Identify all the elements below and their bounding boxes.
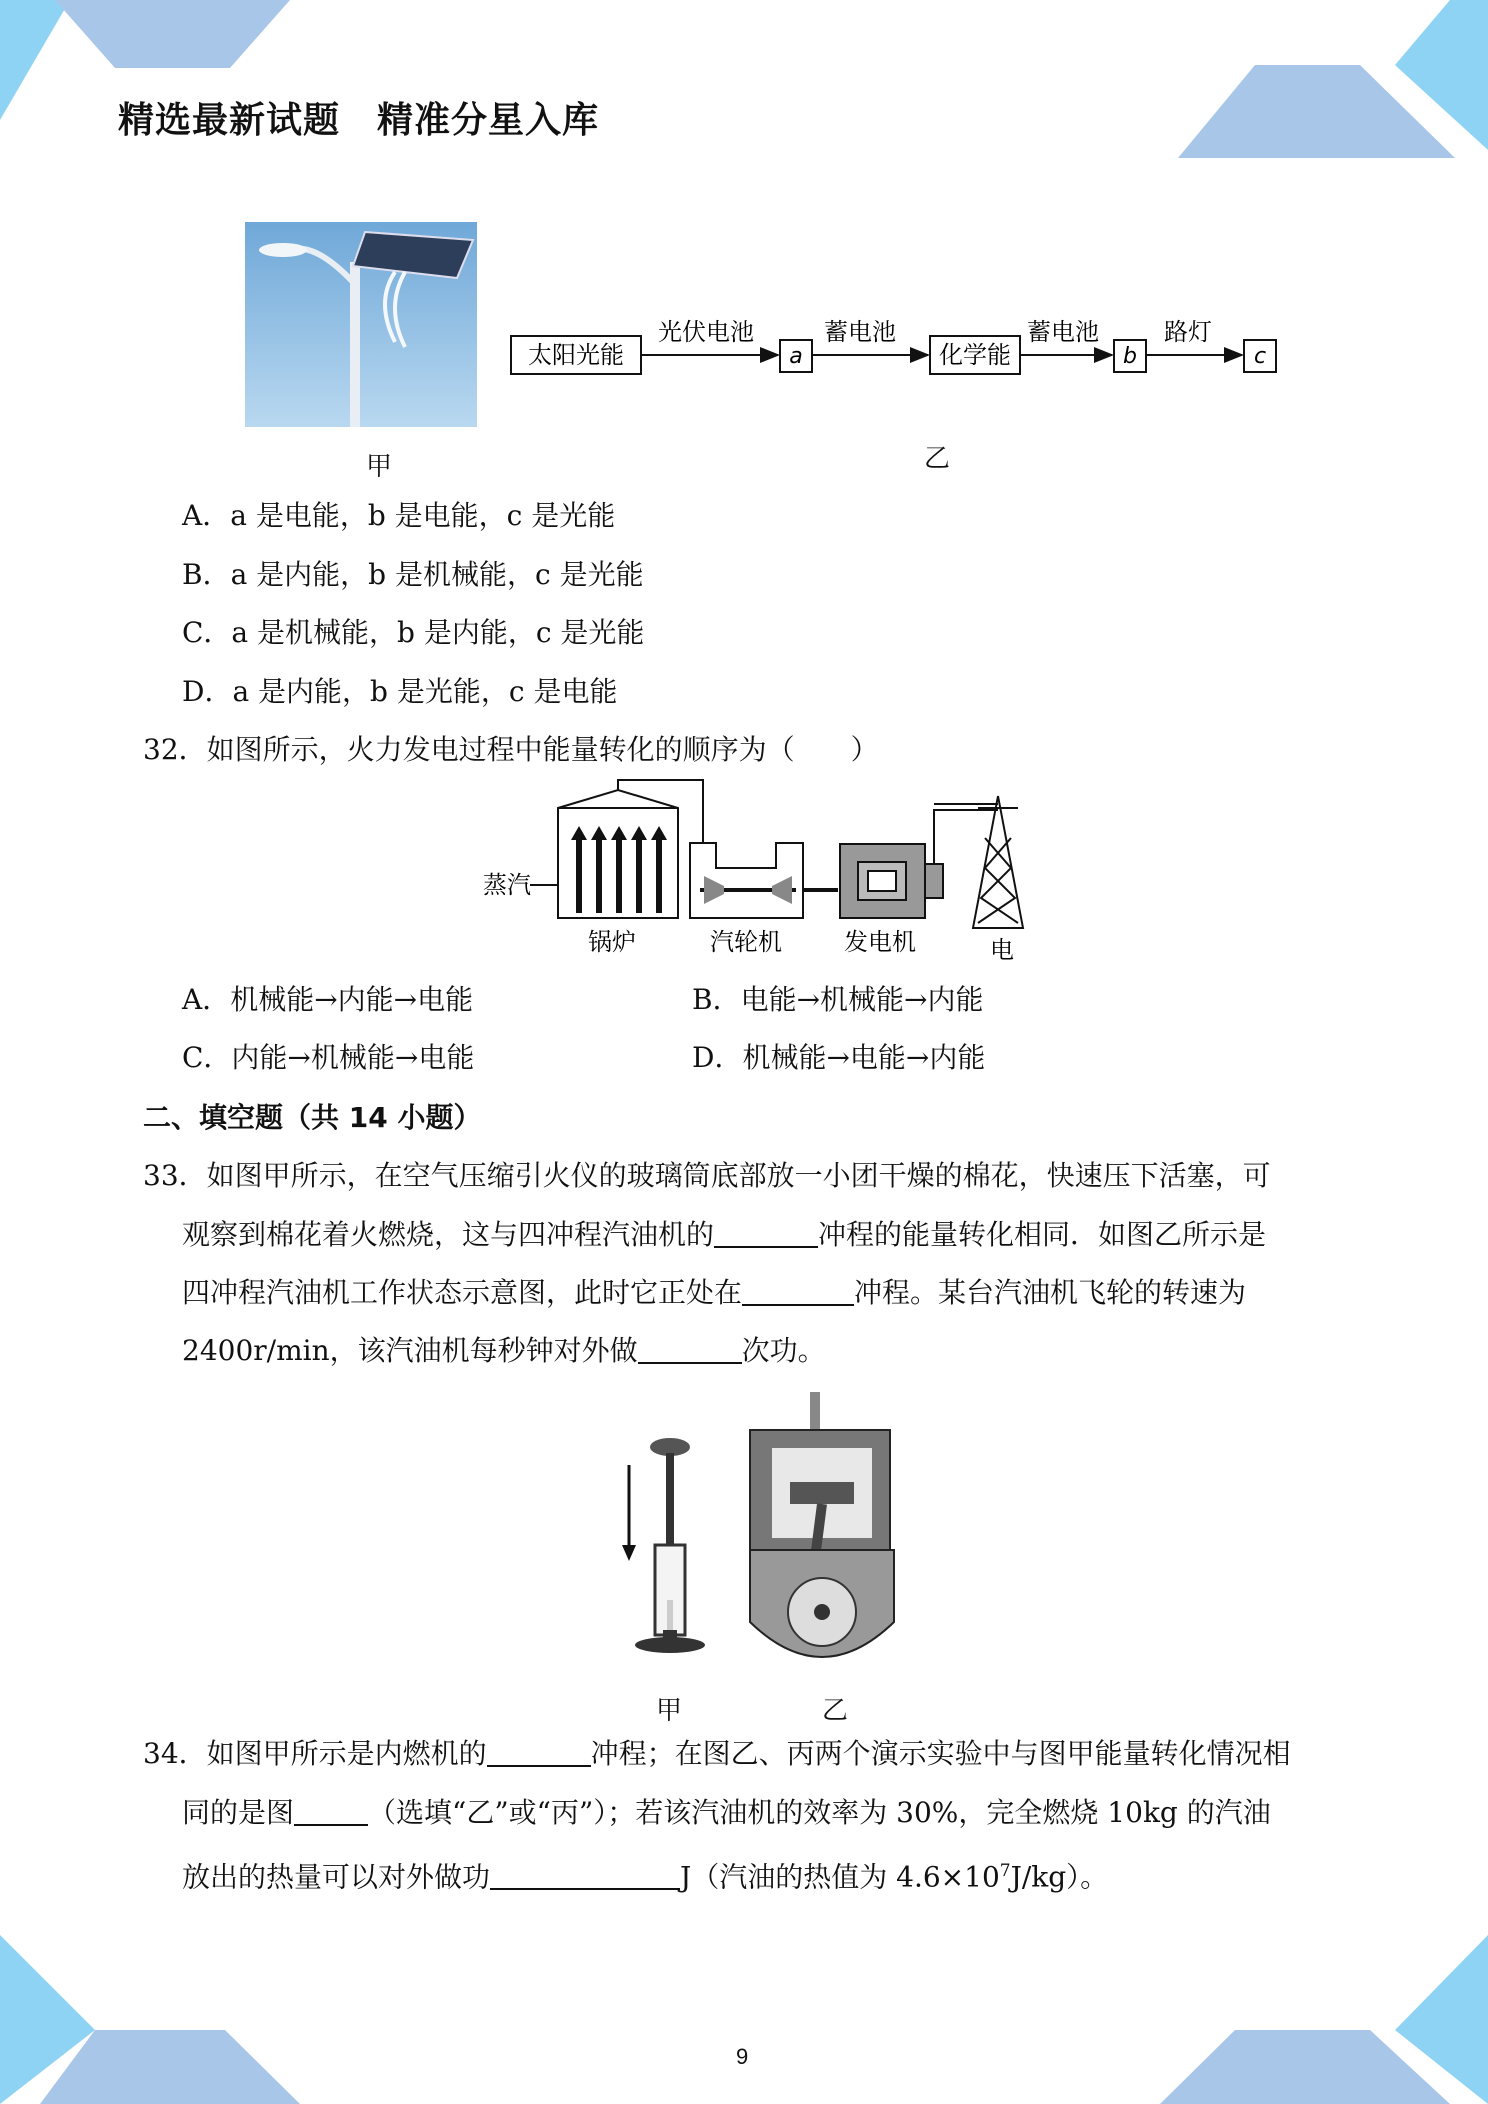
- q32-option-c: C．内能→机械能→电能: [182, 1041, 475, 1074]
- q31-option-a: A．a 是电能，b 是电能，c 是光能: [182, 499, 616, 532]
- q31-option-d: D．a 是内能，b 是光能，c 是电能: [182, 675, 618, 708]
- top-left-triangle: [0, 0, 70, 120]
- q34-exponent: 7: [999, 1861, 1011, 1881]
- flow-label-battery-1: 蓄电池: [824, 318, 896, 346]
- flow-box-chemical: 化学能: [939, 341, 1011, 369]
- top-left-trapezoid: [55, 0, 290, 68]
- header-title: 精选最新试题 精准分星入库: [118, 100, 600, 141]
- label-generator: 发电机: [844, 928, 916, 956]
- fig33-caption-right: 乙: [822, 1696, 849, 1726]
- flow-label-streetlight: 路灯: [1164, 318, 1212, 346]
- q33-line-3-a: 四冲程汽油机工作状态示意图，此时它正处在: [182, 1276, 743, 1309]
- four-stroke-engine-figure: [742, 1392, 902, 1675]
- q33-line-3-b: 冲程。某台汽油机飞轮的转速为: [854, 1276, 1247, 1309]
- bottom-right-trapezoid: [1160, 2030, 1450, 2104]
- fig33-caption-left: 甲: [656, 1696, 683, 1726]
- q32-option-d: D．机械能→电能→内能: [692, 1041, 986, 1074]
- q32-option-a: A．机械能→内能→电能: [182, 983, 474, 1016]
- flow-box-solar: 太阳光能: [528, 341, 624, 369]
- thermal-power-diagram: [478, 778, 1048, 968]
- q34-line-2-a: 同的是图: [182, 1796, 295, 1829]
- q33-line-2: [182, 1215, 1266, 1255]
- q32-stem: 32．如图所示，火力发电过程中能量转化的顺序为（ ）: [143, 733, 879, 766]
- q34-blank-2[interactable]: [294, 1796, 368, 1826]
- label-steam: 蒸汽: [483, 871, 531, 899]
- q33-line-3: [182, 1273, 1246, 1313]
- flow-box-a: a: [789, 344, 803, 369]
- fig31-caption-right: 乙: [924, 444, 951, 474]
- q31-option-b: B．a 是内能，b 是机械能，c 是光能: [182, 558, 644, 591]
- q34-line-1-a: 34．如图甲所示是内燃机的: [143, 1737, 487, 1770]
- q34-blank-1[interactable]: [487, 1737, 591, 1767]
- q34-blank-3[interactable]: [490, 1860, 680, 1890]
- air-compression-igniter-figure: [615, 1395, 735, 1660]
- q34-line-1: [143, 1734, 1291, 1774]
- q33-blank-1[interactable]: [714, 1218, 818, 1248]
- section-title: 二、填空题（共 14 小题）: [143, 1101, 482, 1134]
- q33-line-1: 33．如图甲所示，在空气压缩引火仪的玻璃筒底部放一小团干燥的棉花，快速压下活塞，可: [143, 1159, 1271, 1192]
- q33-blank-3[interactable]: [638, 1334, 742, 1364]
- fig31-caption-left: 甲: [366, 452, 393, 482]
- q34-line-2: [182, 1793, 1271, 1833]
- q31-option-c: C．a 是机械能，b 是内能，c 是光能: [182, 616, 645, 649]
- label-turbine: 汽轮机: [710, 928, 782, 956]
- q33-line-2-b: 冲程的能量转化相同．如图乙所示是: [818, 1218, 1267, 1251]
- flow-label-battery-2: 蓄电池: [1027, 318, 1099, 346]
- q33-blank-2[interactable]: [742, 1276, 854, 1306]
- q34-line-3: [182, 1851, 1108, 1897]
- flow-box-b: b: [1123, 344, 1137, 369]
- label-electricity: 电: [990, 936, 1014, 964]
- solar-street-light-image: [245, 222, 477, 427]
- q34-line-3-b: J（汽油的热值为 4.6×10: [680, 1860, 1000, 1894]
- q34-line-2-b: （选填“乙”或“丙”）；若该汽油机的效率为 30%，完全燃烧 10kg 的汽油: [368, 1796, 1271, 1829]
- q34-line-3-c: J/kg）。: [1010, 1860, 1109, 1894]
- q32-option-b: B．电能→机械能→内能: [692, 983, 984, 1016]
- flow-label-pv: 光伏电池: [658, 318, 754, 346]
- flow-box-c: c: [1253, 344, 1267, 369]
- q33-line-4: [182, 1331, 826, 1371]
- q33-line-2-a: 观察到棉花着火燃烧，这与四冲程汽油机的: [182, 1218, 715, 1251]
- energy-flow-diagram: [508, 310, 1288, 380]
- q33-line-4-b: 次功。: [741, 1334, 826, 1367]
- page-number: 9: [736, 2044, 749, 2069]
- q33-line-4-a: 2400r/min，该汽油机每秒钟对外做: [182, 1334, 638, 1367]
- label-boiler: 锅炉: [588, 928, 636, 956]
- q34-line-1-b: 冲程；在图乙、丙两个演示实验中与图甲能量转化情况相: [590, 1737, 1291, 1770]
- q34-line-3-a: 放出的热量可以对外做功: [182, 1860, 491, 1894]
